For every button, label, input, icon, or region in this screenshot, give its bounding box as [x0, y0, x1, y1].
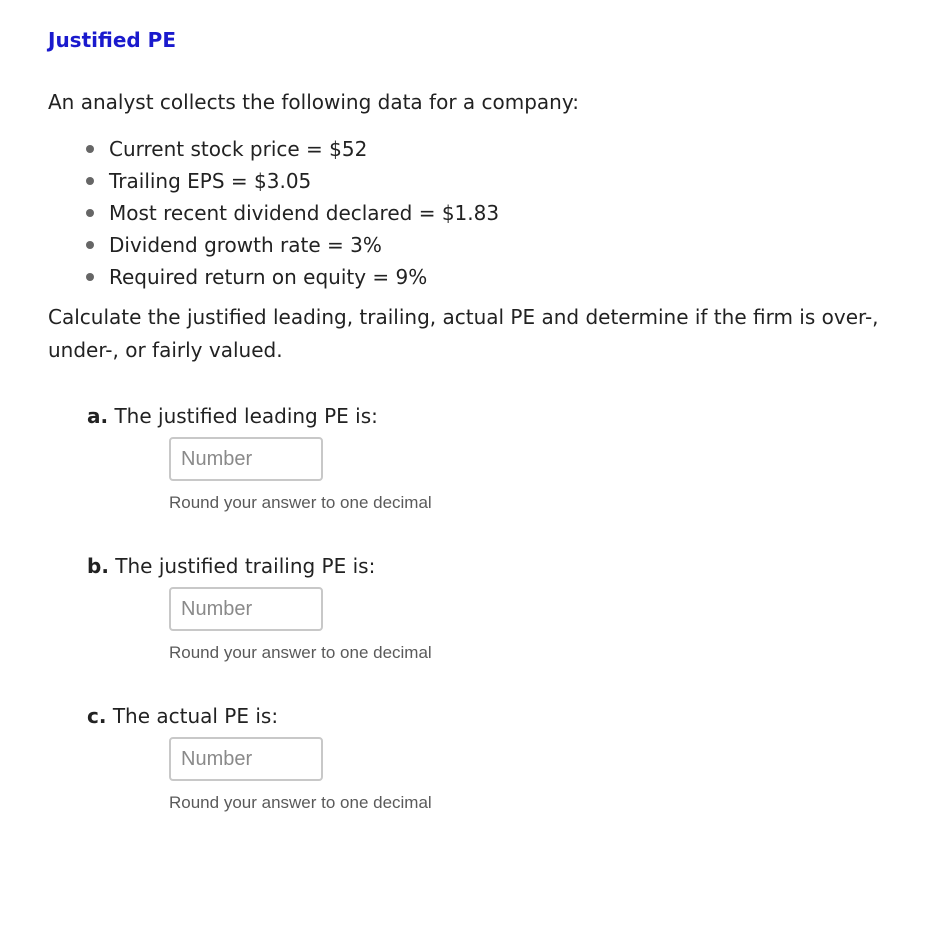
question-a-label: [87, 403, 787, 429]
question-letter: a.: [87, 404, 109, 428]
question-c-label: [87, 703, 787, 729]
given-data-text: Most recent dividend declared = $1.83: [109, 201, 500, 225]
bullet-icon: [86, 241, 94, 249]
question-b: [87, 553, 787, 662]
question-letter: c.: [87, 704, 107, 728]
bullet-icon: [86, 209, 94, 217]
given-data-text: Trailing EPS = $3.05: [109, 169, 312, 193]
given-data-list: [84, 136, 499, 296]
justified-trailing-pe-input[interactable]: [169, 587, 323, 631]
question-c: [87, 703, 787, 812]
given-data-text: Current stock price = $52: [109, 137, 368, 161]
given-data-item: [84, 232, 499, 264]
given-data-item: [84, 168, 499, 200]
problem-intro: An analyst collects the following data for a company:: [48, 90, 579, 114]
problem-title: Justified PE: [48, 28, 176, 52]
bullet-icon: [86, 177, 94, 185]
question-a: [87, 403, 787, 512]
question-text: The justified leading PE is:: [114, 404, 378, 428]
question-text: The actual PE is:: [112, 704, 279, 728]
given-data-text: Required return on equity = 9%: [109, 265, 428, 289]
bullet-icon: [86, 273, 94, 281]
given-data-text: Dividend growth rate = 3%: [109, 233, 382, 257]
actual-pe-input[interactable]: [169, 737, 323, 781]
question-text: The justified trailing PE is:: [115, 554, 376, 578]
justified-leading-pe-input[interactable]: [169, 437, 323, 481]
given-data-item: [84, 136, 499, 168]
given-data-item: [84, 264, 499, 296]
question-b-label: [87, 553, 787, 579]
rounding-hint: Round your answer to one decimal: [169, 643, 432, 662]
given-data-item: [84, 200, 499, 232]
bullet-icon: [86, 145, 94, 153]
problem-task: Calculate the justified leading, trailing, actual PE and determine if the firm is over-, under-, or fairly valued.: [48, 305, 879, 362]
question-letter: b.: [87, 554, 109, 578]
rounding-hint: Round your answer to one decimal: [169, 793, 432, 812]
rounding-hint: Round your answer to one decimal: [169, 493, 432, 512]
